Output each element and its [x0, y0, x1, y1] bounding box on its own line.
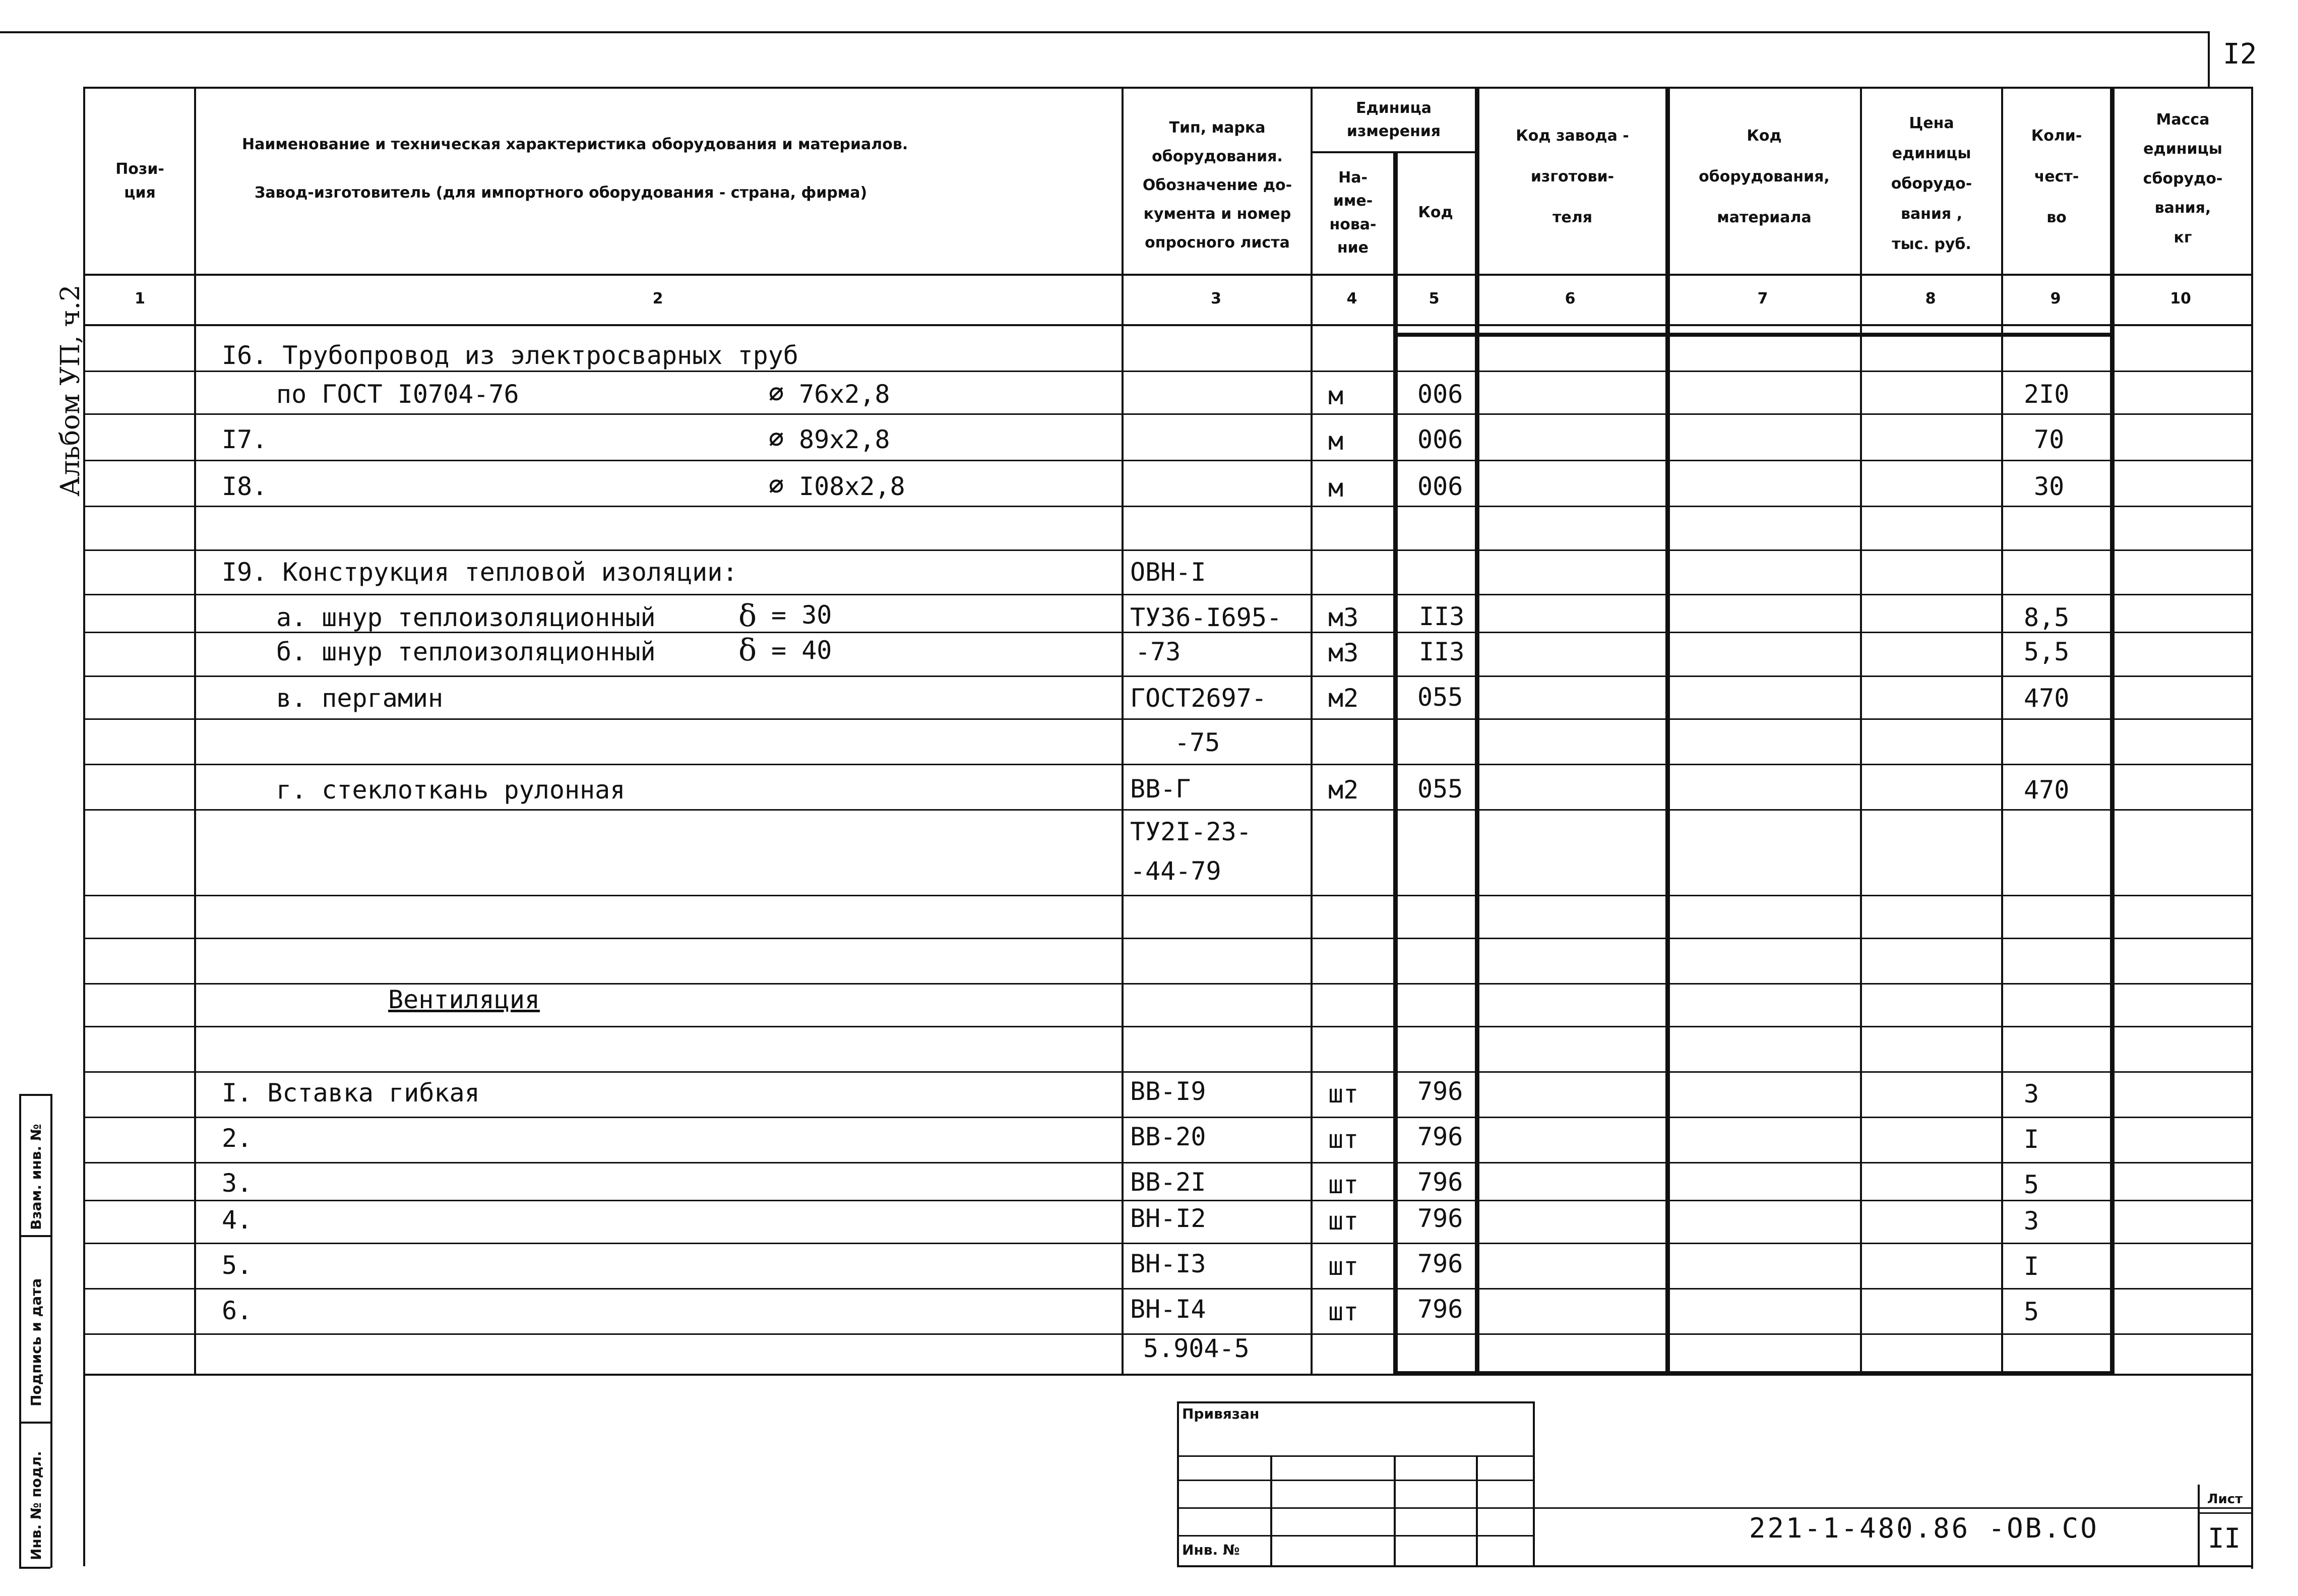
top-sheet-number: I2 [2223, 38, 2257, 71]
row-line [83, 1162, 2253, 1163]
row-type: ВВ-20 [1130, 1122, 1206, 1151]
row-dimension: 89х2,8 [799, 425, 890, 454]
row-line [83, 1117, 2253, 1118]
header-unit-name: На- име- нова- ние [1329, 168, 1377, 257]
row-type: ВН-I2 [1130, 1204, 1206, 1233]
thick-box-bottom [1393, 1371, 2114, 1375]
stamp-row [1177, 1507, 2253, 1509]
row-unit-code: 796 [1417, 1168, 1463, 1197]
colnum-1: 1 [135, 290, 145, 308]
row-line [83, 549, 2253, 551]
row-unit: шт [1328, 1079, 1359, 1109]
stamp-bound-label: Привязан [1182, 1405, 1260, 1423]
sheet-label: Лист [2207, 1491, 2243, 1507]
row-unit-code: 006 [1417, 472, 1463, 501]
row-line [83, 983, 2253, 985]
row-line [83, 1288, 2253, 1290]
row-unit-code: 796 [1417, 1077, 1463, 1106]
row-unit-code: II3 [1419, 602, 1465, 631]
header-unit-group: Единица измерения [1346, 99, 1441, 140]
stamp-row [1177, 1535, 1535, 1537]
row-type: -44-79 [1130, 856, 1221, 886]
diameter-icon: ⌀ [769, 379, 784, 408]
row-line [83, 938, 2253, 939]
section-heading: Вентиляция [388, 985, 540, 1014]
row-line [83, 895, 2253, 896]
numbers-bottom [83, 324, 2253, 326]
row-line [83, 764, 2253, 765]
row-quantity: 8,5 [2024, 603, 2070, 632]
row-line [83, 371, 2253, 372]
stamp-left [1177, 1401, 1179, 1565]
row-quantity: 3 [2024, 1079, 2039, 1109]
colnum-9: 9 [2050, 290, 2061, 308]
row-quantity: 5 [2024, 1170, 2039, 1199]
row-quantity: 470 [2024, 684, 2070, 713]
document-code: 221-1-480.86 -ОВ.СО [1749, 1512, 2099, 1544]
row-type: -73 [1135, 637, 1181, 666]
row-name: I7. [222, 425, 268, 454]
row-unit-code: 796 [1417, 1122, 1463, 1151]
row-name: г. стеклоткань рулонная [276, 775, 626, 805]
row-name: в. пергамин [276, 684, 444, 713]
row-name: 4. [222, 1205, 253, 1235]
row-dimension: I08х2,8 [799, 472, 905, 501]
side-album-label: Альбом УП, ч.2 [55, 284, 86, 497]
header-name-line1: Наименование и техническая характеристика оборудования и материалов. [242, 135, 908, 153]
header-name-line2: Завод-изготовитель (для импортного оборудования - страна, фирма) [255, 183, 867, 202]
header-position: Пози- ция [115, 160, 164, 202]
row-unit-code: 055 [1417, 774, 1463, 804]
frame-left [83, 87, 85, 1566]
header-equipment-code: Код оборудования, материала [1699, 127, 1830, 226]
stamp-right [1533, 1401, 1535, 1565]
row-line [83, 1200, 2253, 1201]
side-field-original: Инв. № подл. [28, 1451, 44, 1560]
row-name: I9. Конструкция тепловой изоляции: [222, 558, 738, 587]
colnum-3: 3 [1211, 290, 1221, 308]
row-unit: м2 [1328, 684, 1359, 713]
header-type: Тип, марка оборудования. Обозначение до- кумента и номер опросного листа [1142, 119, 1292, 252]
row-type: ВН-I4 [1130, 1295, 1206, 1324]
row-line [83, 1243, 2253, 1244]
diameter-icon: ⌀ [769, 424, 784, 453]
row-line [83, 676, 2253, 677]
row-type: ВВ-2I [1130, 1168, 1206, 1197]
row-unit: шт [1328, 1170, 1359, 1199]
side-strip-bottom [19, 1567, 50, 1569]
row-quantity: 470 [2024, 775, 2070, 805]
row-line [83, 460, 2253, 461]
thick-box-top [1393, 333, 2114, 337]
frame-top [83, 87, 2253, 89]
row-quantity: I [2024, 1125, 2039, 1154]
row-quantity: 30 [2034, 472, 2065, 501]
row-quantity: 2I0 [2024, 380, 2070, 409]
row-name: по ГОСТ I0704-76 [276, 380, 519, 409]
row-unit: шт [1328, 1206, 1359, 1236]
row-unit-code: II3 [1419, 637, 1465, 666]
row-type: ВВ-Г [1130, 774, 1191, 804]
row-thickness: = 40 [771, 636, 832, 665]
colnum-4: 4 [1346, 290, 1357, 308]
row-type: ОВН-I [1130, 558, 1206, 587]
stamp-row [1177, 1455, 1535, 1457]
row-line [83, 413, 2253, 415]
stamp-inv-label: Инв. № [1182, 1541, 1240, 1558]
row-type: -75 [1174, 728, 1220, 757]
colnum-2: 2 [652, 290, 663, 308]
row-type: ВН-I3 [1130, 1249, 1206, 1278]
sheet-number: II [2208, 1522, 2241, 1554]
row-unit-code: 055 [1417, 683, 1463, 712]
row-name: I6. Трубопровод из электросварных труб [222, 341, 798, 370]
frame-right [2251, 87, 2253, 1569]
row-unit: м [1328, 381, 1344, 410]
delta-icon: δ [738, 598, 757, 634]
header-maker-code: Код завода - изготови- теля [1516, 127, 1629, 226]
row-unit-code: 796 [1417, 1295, 1463, 1324]
row-name: 2. [222, 1124, 253, 1153]
row-type: 5.904-5 [1143, 1334, 1250, 1363]
sheet-number-box-left [2208, 31, 2210, 87]
side-strip-left [19, 1094, 21, 1568]
header-mass: Масса единицы сборудо- вания, кг [2143, 110, 2223, 247]
row-quantity: 3 [2024, 1206, 2039, 1236]
side-strip-top [19, 1094, 50, 1096]
row-quantity: I [2024, 1252, 2039, 1281]
row-unit-code: 006 [1417, 380, 1463, 409]
row-unit: шт [1328, 1125, 1359, 1154]
diameter-icon: ⌀ [769, 471, 784, 500]
row-type: ТУ2I-23- [1130, 817, 1252, 846]
row-name: I. Вставка гибкая [222, 1078, 480, 1108]
stamp-col [1394, 1455, 1396, 1565]
side-strip-mid [50, 1094, 52, 1568]
stamp-col [1476, 1455, 1478, 1565]
colnum-7: 7 [1757, 290, 1768, 308]
colnum-6: 6 [1565, 290, 1576, 308]
row-line [83, 1026, 2253, 1027]
row-unit: шт [1328, 1252, 1359, 1281]
top-rule [0, 31, 2208, 33]
header-quantity: Коли- чест- во [2031, 127, 2082, 226]
sheet-box-divider [2198, 1512, 2253, 1514]
row-name: 5. [222, 1251, 253, 1280]
row-unit: м [1328, 426, 1344, 456]
row-type: ТУ36-I695- [1130, 603, 1282, 632]
row-unit: м2 [1328, 775, 1359, 805]
row-line [83, 809, 2253, 811]
row-dimension: 76х2,8 [799, 380, 890, 409]
row-unit-code: 796 [1417, 1249, 1463, 1278]
row-thickness: = 30 [771, 600, 832, 630]
row-line [83, 594, 2253, 595]
row-name: 3. [222, 1169, 253, 1198]
stamp-col [1270, 1455, 1272, 1565]
colnum-8: 8 [1925, 290, 1936, 308]
row-unit: м3 [1328, 638, 1359, 667]
row-unit: шт [1328, 1297, 1359, 1326]
side-strip-sep2 [19, 1422, 50, 1424]
delta-icon: δ [738, 633, 757, 668]
side-strip-sep1 [19, 1235, 50, 1237]
colnum-10: 10 [2170, 290, 2191, 308]
row-line [83, 506, 2253, 507]
row-quantity: 5,5 [2024, 637, 2070, 666]
row-name: 6. [222, 1296, 253, 1325]
row-type: ГОСТ2697- [1130, 684, 1267, 713]
row-unit-code: 006 [1417, 425, 1463, 454]
stamp-bottom [1177, 1565, 2253, 1567]
row-unit: м [1328, 473, 1344, 503]
side-field-signature: Подпись и дата [28, 1278, 44, 1406]
row-type: ВВ-I9 [1130, 1077, 1206, 1106]
row-quantity: 5 [2024, 1297, 2039, 1326]
row-line [83, 1071, 2253, 1073]
row-unit: м3 [1328, 603, 1359, 632]
header-price: Цена единицы оборудо- вания , тыс. руб. [1891, 114, 1972, 253]
row-quantity: 70 [2034, 425, 2065, 454]
side-field-replace: Взам. инв. № [28, 1124, 44, 1230]
colnum-5: 5 [1429, 290, 1440, 308]
header-unit-code: Код [1418, 204, 1453, 222]
stamp-row [1177, 1480, 1535, 1481]
row-name: б. шнур теплоизоляционный [276, 637, 656, 666]
row-unit-code: 796 [1417, 1204, 1463, 1233]
row-name: I8. [222, 472, 268, 501]
row-line [83, 718, 2253, 720]
row-name: а. шнур теплоизоляционный [276, 603, 656, 632]
